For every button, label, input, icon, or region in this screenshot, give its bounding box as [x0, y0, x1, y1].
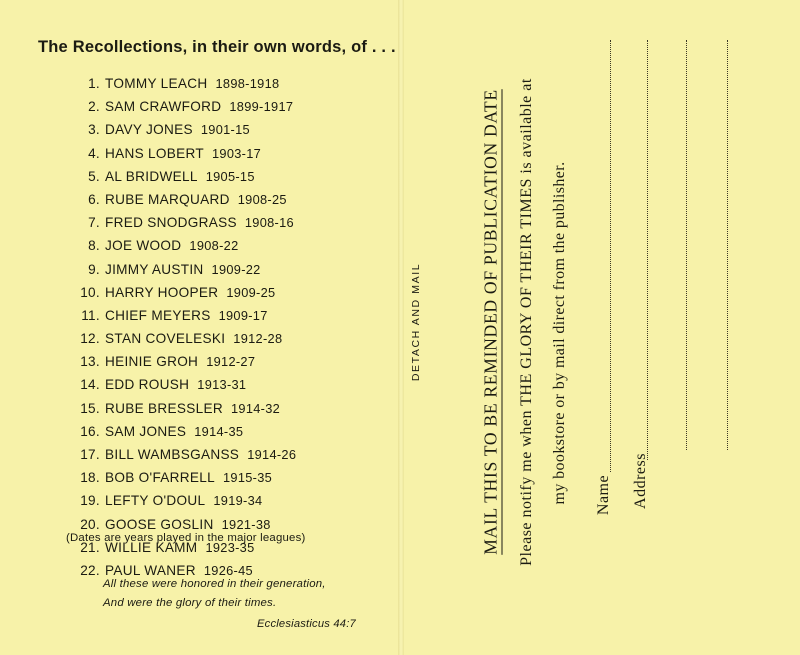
address-field-line-3[interactable]: [727, 40, 728, 450]
player-item: [72, 188, 382, 211]
player-number: 3.: [88, 122, 100, 138]
player-item: [72, 466, 382, 489]
notify-line-2: my bookstore or by mail direct from the publisher.: [551, 161, 568, 505]
player-name: AL BRIDWELL: [105, 168, 198, 184]
detach-label: DETACH AND MAIL: [410, 262, 422, 382]
player-number: 9.: [88, 261, 100, 277]
player-name: WILLIE KAMM: [105, 539, 198, 555]
player-item: [72, 443, 382, 466]
player-name: FRED SNODGRASS: [105, 215, 237, 231]
quote: [103, 575, 326, 613]
player-name: SAM JONES: [105, 423, 187, 439]
player-name: JOE WOOD: [105, 238, 182, 254]
address-field-line-2[interactable]: [686, 40, 687, 450]
player-years: 1905-15: [205, 168, 255, 184]
recollections-heading: The Recollections, in their own words, of . . .: [38, 38, 396, 56]
player-number: 17.: [80, 447, 100, 462]
player-years: 1903-17: [212, 145, 262, 161]
player-number: 1.: [88, 76, 100, 91]
player-name: RUBE BRESSLER: [105, 400, 223, 416]
player-years: 1914-26: [247, 447, 297, 462]
player-item: [72, 327, 382, 350]
player-item: [72, 95, 382, 118]
player-item: [72, 420, 382, 443]
player-number: 7.: [88, 215, 100, 231]
player-name: STAN COVELESKI: [105, 331, 226, 347]
player-name: PAUL WANER: [105, 562, 196, 578]
player-years: 1912-27: [206, 354, 256, 370]
player-name: RUBE MARQUARD: [105, 191, 230, 207]
player-years: 1914-35: [194, 423, 244, 439]
address-label: Address: [632, 453, 649, 509]
player-years: 1915-35: [223, 470, 273, 486]
player-name: SAM CRAWFORD: [105, 99, 222, 115]
player-list: [72, 72, 382, 582]
player-item: [72, 350, 382, 373]
player-number: 14.: [80, 377, 100, 393]
player-name: BOB O'FARRELL: [105, 470, 215, 486]
quote-line-2: And were the glory of their times.: [103, 597, 277, 609]
player-item: [72, 489, 382, 512]
fold-line: [398, 0, 404, 655]
player-item: [72, 118, 382, 141]
player-item: [72, 234, 382, 257]
player-number: 5.: [88, 168, 100, 184]
notify-line-1: Please notify me when THE GLORY OF THEIR TIMES is available at: [518, 78, 535, 566]
address-field-line-1[interactable]: [647, 40, 648, 460]
player-years: 1909-22: [211, 261, 261, 277]
player-name: HEINIE GROH: [105, 354, 199, 370]
player-item: [72, 373, 382, 396]
player-number: 11.: [81, 307, 100, 323]
player-name: CHIEF MEYERS: [105, 307, 211, 323]
player-number: 21.: [80, 539, 100, 555]
player-name: GOOSE GOSLIN: [105, 516, 214, 532]
player-item: [72, 142, 382, 165]
player-number: 13.: [80, 354, 100, 370]
player-years: 1898-1918: [215, 76, 280, 91]
player-years: 1912-28: [233, 331, 283, 347]
recollections-panel: [0, 0, 398, 655]
player-number: 15.: [80, 400, 100, 416]
player-years: 1908-25: [237, 191, 287, 207]
player-name: LEFTY O'DOUL: [105, 493, 206, 509]
quote-line-1: All these were honored in their generation,: [103, 578, 326, 590]
player-number: 20.: [80, 516, 100, 532]
player-number: 4.: [88, 145, 100, 161]
player-years: 1908-16: [244, 215, 294, 231]
player-years: 1899-1917: [229, 99, 294, 115]
player-years: 1908-22: [189, 238, 239, 254]
player-name: BILL WAMBSGANSS: [105, 447, 240, 462]
quote-source: Ecclesiasticus 44:7: [257, 618, 356, 630]
player-years: 1914-32: [230, 400, 281, 416]
player-years: 1923-35: [205, 539, 255, 555]
name-label: Name: [595, 474, 612, 516]
player-name: DAVY JONES: [105, 122, 193, 138]
player-item: [72, 258, 382, 281]
player-number: 16.: [80, 423, 100, 439]
player-years: 1919-34: [213, 493, 263, 509]
player-name: TOMMY LEACH: [105, 76, 208, 91]
player-name: HANS LOBERT: [105, 145, 204, 161]
player-item: [72, 281, 382, 304]
player-number: 19.: [80, 493, 100, 509]
player-name: HARRY HOOPER: [105, 284, 219, 300]
player-item: [72, 165, 382, 188]
player-name: EDD ROUSH: [105, 377, 190, 393]
player-years: 1909-25: [226, 284, 276, 300]
player-name: JIMMY AUSTIN: [105, 261, 204, 277]
player-number: 6.: [88, 191, 100, 207]
player-number: 8.: [88, 238, 100, 254]
player-item: [72, 304, 382, 327]
player-item: [72, 72, 382, 95]
player-years: 1913-31: [197, 377, 247, 393]
player-years: 1901-15: [200, 122, 250, 138]
player-item: [72, 211, 382, 234]
player-years: 1921-38: [221, 516, 271, 532]
mail-title: MAIL THIS TO BE REMINDED OF PUBLICATION DATE: [480, 89, 501, 555]
player-number: 10.: [80, 284, 100, 300]
player-item: [72, 397, 382, 420]
name-field[interactable]: [610, 40, 611, 472]
player-number: 22.: [80, 562, 100, 578]
player-number: 12.: [80, 331, 100, 347]
dates-note: (Dates are years played in the major leagues): [66, 532, 306, 544]
player-number: 18.: [80, 470, 100, 486]
player-years: 1909-17: [218, 307, 268, 323]
player-years: 1926-45: [203, 562, 253, 578]
player-number: 2.: [88, 99, 100, 115]
